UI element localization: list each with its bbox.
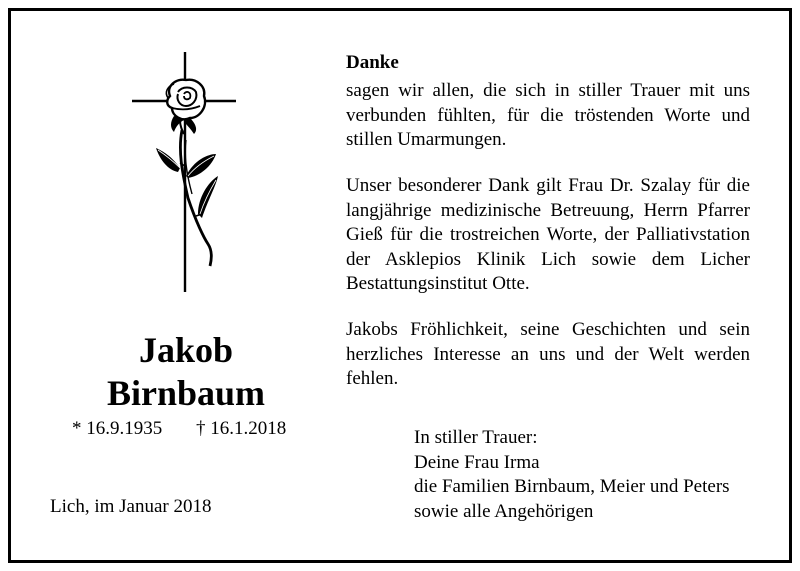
thanks-paragraph-3: Jakobs Fröhlichkeit, seine Geschichten und sein herzliches Interesse an uns und der Welt werden fehlen. [346, 319, 750, 390]
death-date: † 16.1.2018 [196, 418, 287, 439]
signature-line: die Familien Birnbaum, Meier und Peters [414, 476, 730, 498]
cross-with-rose-icon [128, 48, 244, 294]
birth-date: * 16.9.1935 [72, 418, 163, 439]
thanks-heading: Danke [346, 52, 399, 73]
thanks-paragraph-1: sagen wir allen, die sich in stiller Trauer mit uns verbunden fühlten, für die tröstenden Worte und stillen Umarmungen. [346, 80, 750, 151]
signature-block [414, 426, 764, 524]
deceased-first-name: Jakob [138, 330, 234, 370]
thanks-paragraph-2: Unser besonderer Dank gilt Frau Dr. Szalay für die langjährige medizinische Betreuung, Herrn Pfarrer Gieß für die trostreichen Worte, der Palliativstation der Asklepios Klinik Lich sowie dem Licher Bestattungsinstitut Otte. [346, 175, 750, 295]
signature-line: sowie alle Angehörigen [414, 500, 594, 522]
deceased-last-name: Birnbaum [106, 373, 266, 413]
signature-line: In stiller Trauer: [414, 427, 538, 448]
location-date: Lich, im Januar 2018 [50, 496, 212, 517]
signature-line: Deine Frau Irma [414, 451, 540, 473]
